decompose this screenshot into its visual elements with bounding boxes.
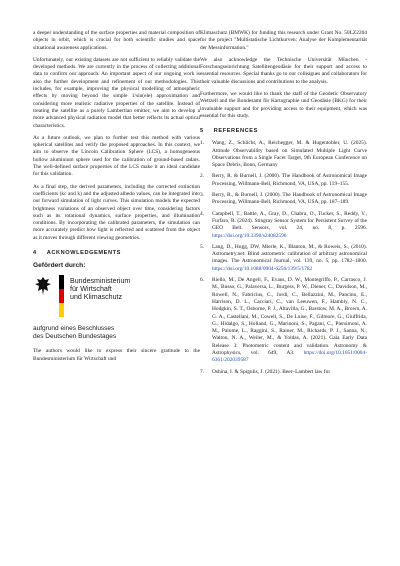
reference-item: 6. Riello, M., De Angeli, F., Evans, D. W., Montegriffo, P., Carrasco, J. M., Busso, G., Palaversa, L., Burgess, P. W., Diener, C., Davidson, M., Rowell, N., Fabricius, C., Jordi, C., Bellazzini, M., Pancino, E., Harrison, D. L., Cacciari, C., van Leeuwen, F., Hambly, N. C., Hodgkin, S. T., Osborne, P. J., Altavilla, G., Barstow, M. A., Brown, A. G. A., Castellani, M., Cowell, S., De Luise, F., Gilmore, G., Giuffrida, G., Hidalgo, S., Holland, G., Marinoni, S., Pagani, C., Piersimoni, A. M., Palome, L., Raggini, S., Rainer, M., Richards, P. J., Sanna, N., Walton, N. A., Weiler, M., & Yoldas, A. (2021). Gaia Early Data Release 3: Photometric content and validation. Astronomy & Astrophysics, vol. 649, A3. https://doi.org/10.1051/0004-6361/202039587 bbox=[200, 277, 367, 364]
bmwk-funding-logo bbox=[33, 262, 200, 340]
ministry-name: Bundesministerium für Wirtschaft und Klimaschutz bbox=[70, 277, 131, 302]
section-title: ACKNOWLEDGEMENTS bbox=[46, 250, 121, 257]
reference-list bbox=[200, 140, 367, 376]
section-title: REFERENCES bbox=[213, 128, 258, 135]
federal-eagle-icon bbox=[33, 275, 53, 297]
body-paragraph: Unfortunately, our existing datasets are not sufficient to reliably validate the developed methods. We are currently in the process of collecting additional data to confirm our approach. An important aspect of our ongoing work is also the further development and refinement of our methodologies. This includes, for example, improving the physical modelling of atmospheric effects by moving beyond the simple 1/sin(ele) approximation and considering more realistic radiative properties of the satellite. Instead of treating the satellite as a purely Lambertian emitter, we aim to develop a more advanced physical radiation model that better reflects its actual optical characteristics. bbox=[33, 56, 200, 129]
reference-doi-link[interactable]: https://doi.org/10.3390/s24082596 bbox=[212, 232, 287, 239]
body-paragraph: a deeper understanding of the surface properties and material composition of objects in orbit, which is crucial for both scientific studies and space situational awareness applications. bbox=[33, 30, 200, 51]
right-column bbox=[200, 30, 367, 380]
funded-by-label: Gefördert durch: bbox=[33, 262, 86, 270]
bundestag-decision-text: aufgrund eines Beschlusses des Deutschen Bundestages bbox=[33, 325, 117, 340]
body-paragraph: As a future outlook, we plan to further test this method with various spherical satellites and verify the proposed approaches. In this context, we aim to observe the Lincoln Calibration Sphere (LCS), a homogeneous hollow aluminium sphere used for the calibration of ground-based radars. The well-defined surface properties of the LCS make it an ideal candidate for this validation. bbox=[33, 134, 200, 178]
logo-emblem-row bbox=[33, 275, 200, 317]
reference-item: 4. Campbell, T., Battle, A., Gray, D., Chabra, O., Tucker, S., Reddy, V., Furfaro, R. (2024). Stingray Sensor System for Persistent Survey of the GEO Belt. Sensors, vol. 24, no. 8, p. 2596. https://doi.org/10.3390/s24082596 bbox=[200, 210, 367, 239]
reference-item: 3. Berry, R., & Burnell, J. (2000). The Handbook of Astronomical Image Processing, Willmann-Bell, Richmond, VA, USA, pp. 187–189. bbox=[200, 192, 367, 206]
acknowledgement-paragraph: We also acknowledge the Technische Universität München - Forschungseinrichtung Satellitengeodäsie for their support and access to essential resources. Special thanks go to our colleagues and collaborators for their valuable discussions and contributions to the analysis. bbox=[200, 56, 367, 85]
left-column bbox=[33, 30, 200, 363]
body-paragraph: As a final step, the derived parameters, including the corrected extinction coefficients (kc and k) and the adjusted albedo values, can be integrated into our forward simulation of light curves. This simulation models the expected brightness variations of an observed object over time, considering factors such as its rotational dynamics, surface properties, and illumination conditions. By incorporating the calibrated parameters, the simulation can more accurately predict how light is reflected and scattered from the object as it moves through different viewing geometries. bbox=[33, 183, 200, 241]
section-number: 5 bbox=[200, 128, 204, 135]
reference-item: 1. Wang, Z., Schlicht, A., Reichegger, M. & Hugentobler, U. (2025). Attitude Observability based on Simulated Multiple Light Curve Observations from a Single Facet Target, 9th European Conference on Space Debris, Bonn, Germany bbox=[200, 140, 367, 169]
section-heading-references bbox=[200, 128, 367, 134]
acknowledgement-paragraph: Furthermore, we would like to thank the staff of the Geodetic Observatory Wettzell and the Bundesamt für Kartographie und Geodäsie (BKG) for their invaluable support and for providing access to their equipment, which was essential for this study. bbox=[200, 91, 367, 119]
section-heading-acknowledgements bbox=[33, 250, 200, 256]
reference-doi-link[interactable]: https://doi.org/10.1051/0004-6361/202039587 bbox=[212, 349, 367, 364]
reference-item: 2. Berry, R. & Burnell, J. (2000). The Handbook of Astronomical Image Processing, Willmann-Bell, Richmond, VA, USA, pp. 119–155. bbox=[200, 173, 367, 187]
german-flag-stripe bbox=[59, 275, 64, 317]
flag-stripe-red bbox=[59, 289, 64, 303]
acknowledgement-paragraph: The authors would like to express their sincere gratitude to the Bundesministerium für Wirtschaft und bbox=[33, 348, 200, 362]
reference-doi-link[interactable]: https://doi.org/10.1088/0004-6256/139/5/1782 bbox=[212, 265, 313, 272]
reference-item: 5. Lang, D., Hogg, DW, Mierle, K., Blanton, M., & Roweis, S., (2010). Astrometry.net: Blind astrometric calibration of arbitrary astronomical images. The Astronomical Journal, vol. 139, no. 5, pp. 1782–1800. https://doi.org/10.1088/0004-6256/139/5/1782 bbox=[200, 243, 367, 272]
flag-stripe-black bbox=[59, 275, 64, 289]
flag-stripe-gold bbox=[59, 303, 64, 317]
section-number: 4 bbox=[33, 250, 37, 257]
reference-item: 7. Oshina, I. & Spigulis, J. (2021). Beer–Lambert law for bbox=[200, 368, 331, 375]
acknowledgement-paragraph: Klimaschutz (BMWK) for funding this research under Grant No. 50LZ2204 for the project "Multistatische Lichtkurven: Analyse der Komplementarität der Messinformation." bbox=[200, 30, 367, 51]
